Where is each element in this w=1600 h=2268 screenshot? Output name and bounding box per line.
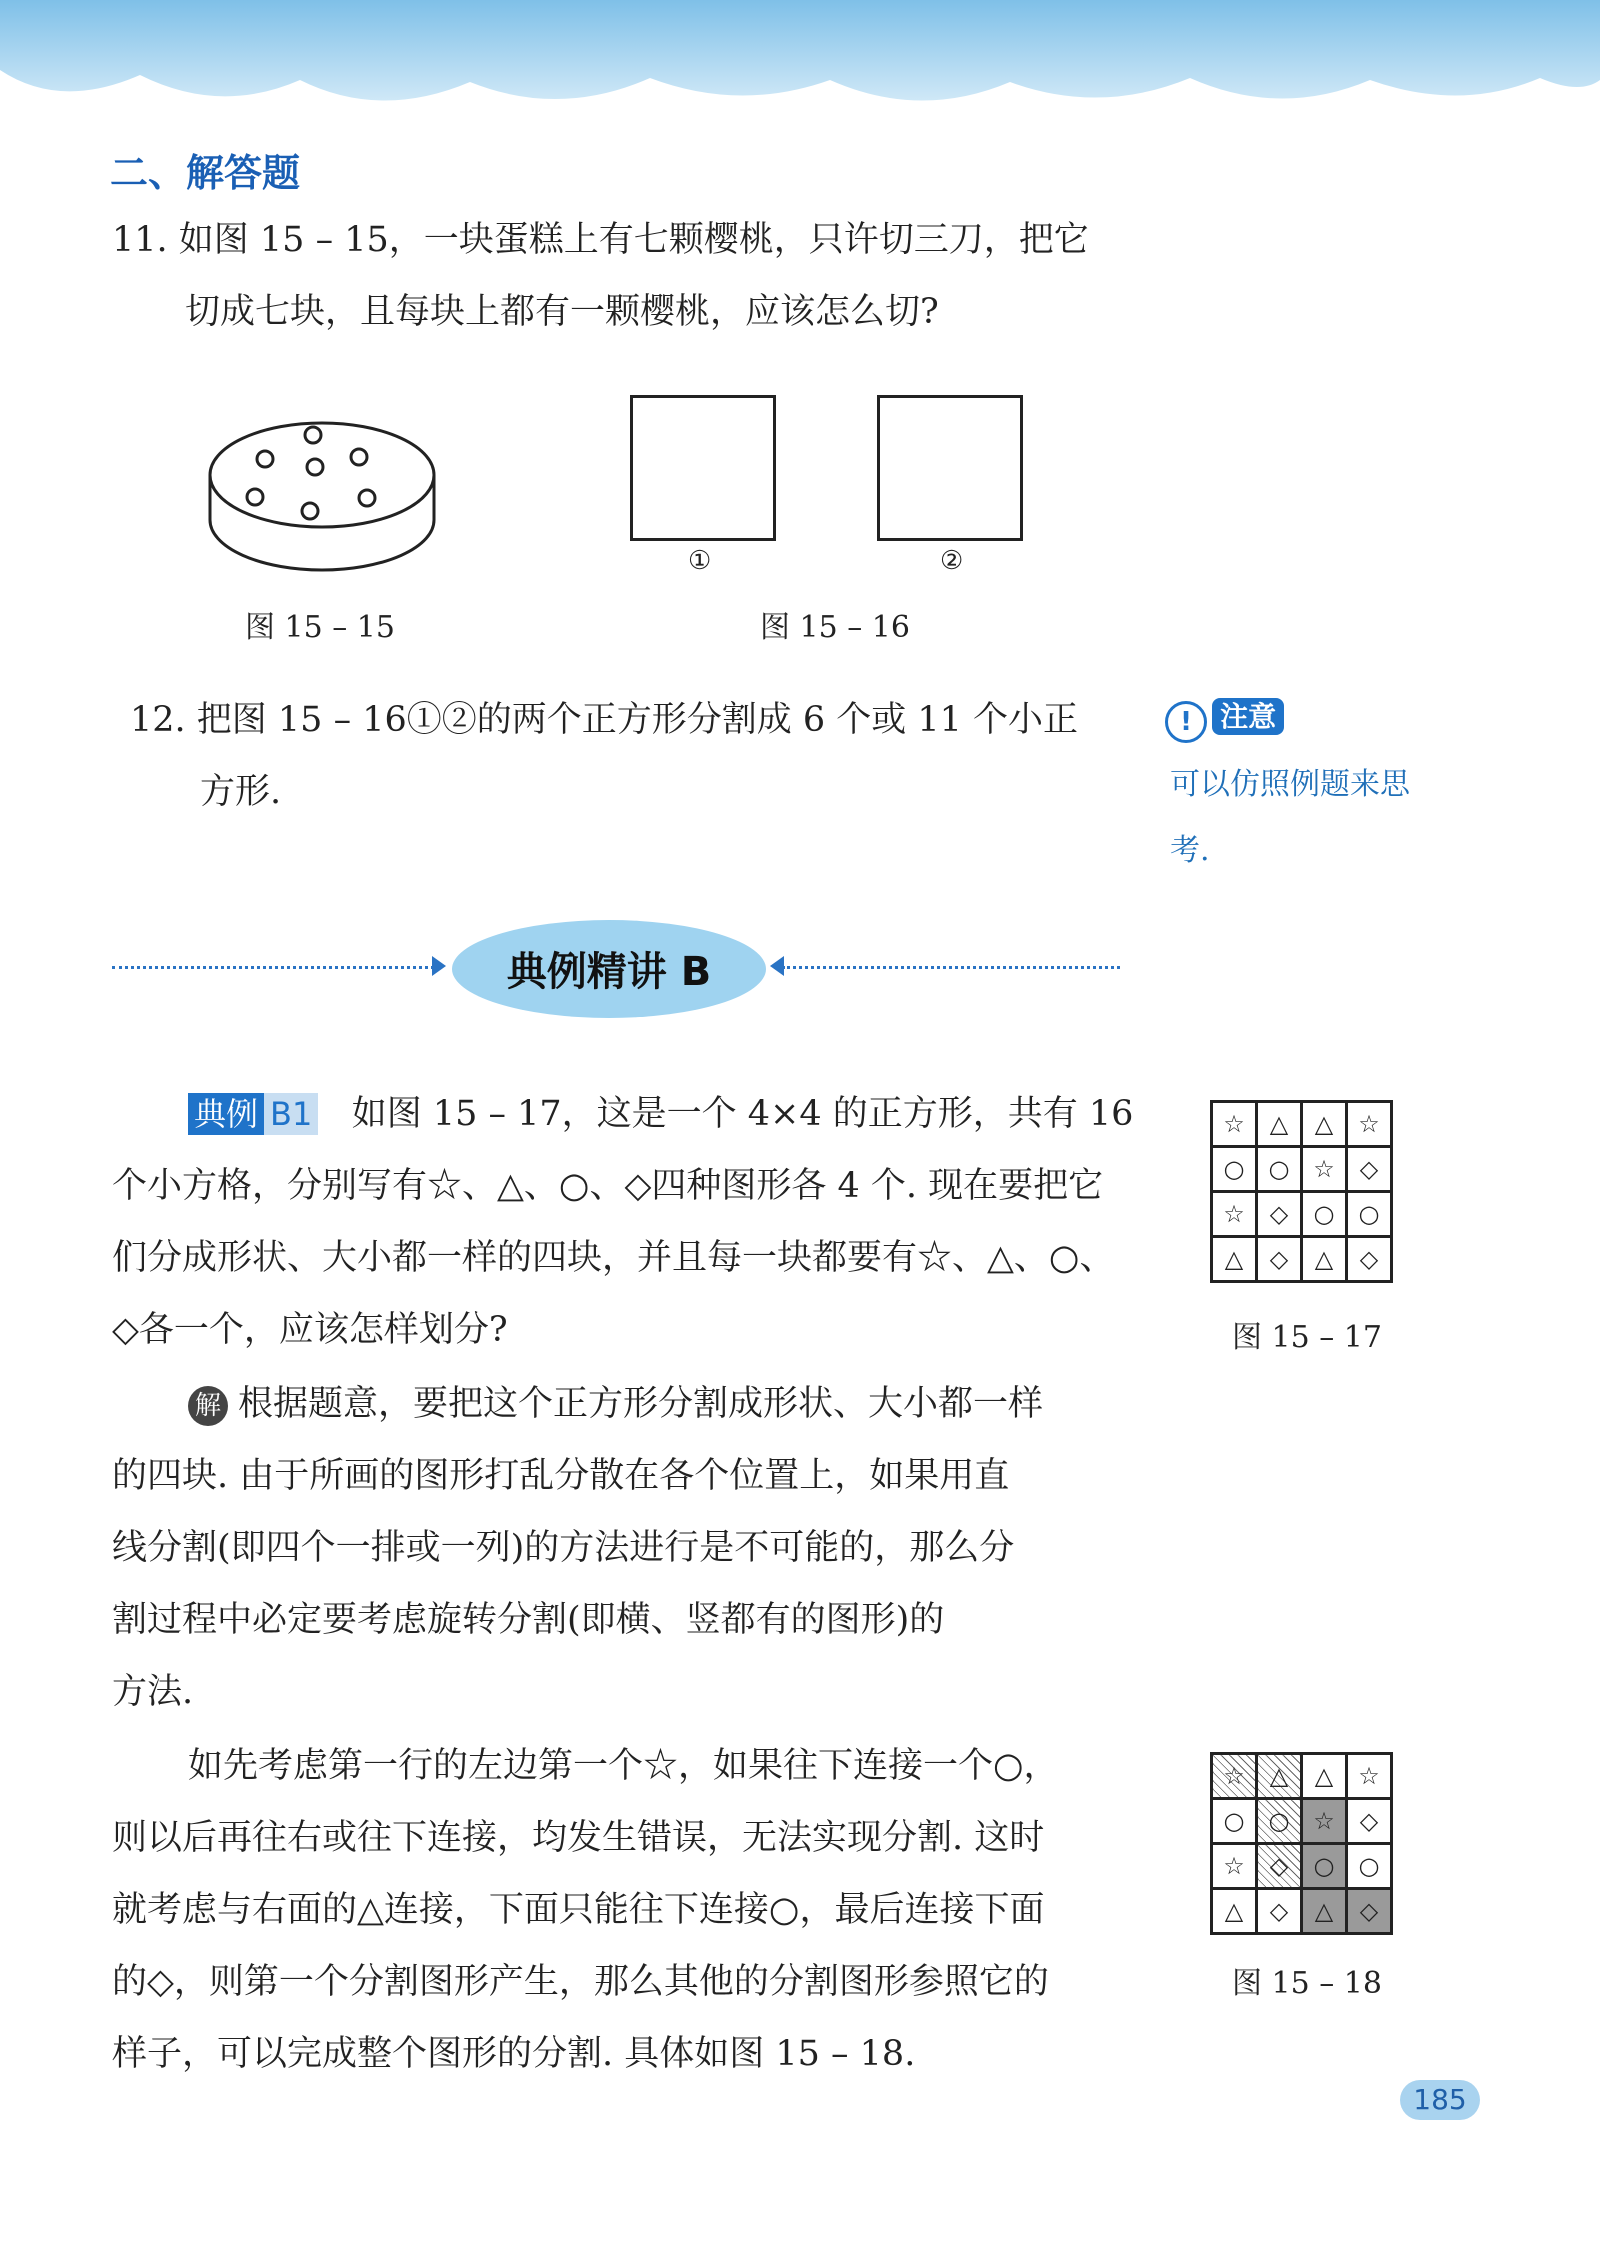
fig1518-caption: 图 15 – 18 <box>1232 1966 1382 2001</box>
grid-cell: ◇ <box>1347 1889 1392 1934</box>
example-line2: 个小方格，分别写有☆、△、○、◇四种图形各 4 个. 现在要把它 <box>112 1166 1104 1206</box>
grid-cell: △ <box>1212 1889 1257 1934</box>
grid-cell: ☆ <box>1212 1754 1257 1799</box>
example-number-tag: B1 <box>264 1093 318 1135</box>
example-line4: ◇各一个，应该怎样划分? <box>112 1310 508 1350</box>
square-1-label: ① <box>688 546 712 576</box>
q11-line2: 切成七块，且每块上都有一颗樱桃，应该怎么切? <box>185 292 939 332</box>
grid-cell: ☆ <box>1302 1799 1347 1844</box>
note-title: 注意 <box>1212 698 1284 735</box>
banner-right-divider <box>782 966 1120 969</box>
solution-line1 <box>188 1368 1043 1440</box>
banner-title: 典例精讲 B <box>506 949 712 995</box>
grid-cell: ☆ <box>1212 1192 1257 1237</box>
grid-cell: ○ <box>1212 1147 1257 1192</box>
q12-line1: 12. 把图 15 – 16①②的两个正方形分割成 6 个或 11 个小正 <box>130 700 1079 740</box>
arrow-left-icon <box>770 956 784 976</box>
grid-cell: ☆ <box>1212 1102 1257 1147</box>
solution-badge: 解 <box>188 1386 228 1426</box>
grid-cell: ◇ <box>1257 1192 1302 1237</box>
grid-cell: ◇ <box>1347 1799 1392 1844</box>
q11-line1: 11. 如图 15 – 15，一块蛋糕上有七颗樱桃，只许切三刀，把它 <box>112 220 1089 260</box>
example-line3: 们分成形状、大小都一样的四块，并且每一块都要有☆、△、○、 <box>112 1238 1115 1278</box>
grid-cell: ○ <box>1257 1147 1302 1192</box>
header-cloud-band <box>0 0 1600 150</box>
square-2 <box>877 395 1023 541</box>
grid-cell: ◇ <box>1257 1844 1302 1889</box>
grid-cell: △ <box>1302 1102 1347 1147</box>
solution-p2-line1: 如先考虑第一行的左边第一个☆，如果往下连接一个○， <box>188 1746 1059 1786</box>
fig1517-grid <box>1210 1100 1393 1283</box>
note-line2: 考. <box>1170 833 1210 868</box>
solution-p2-line2: 则以后再往右或往下连接，均发生错误，无法实现分割. 这时 <box>112 1818 1045 1858</box>
grid-cell: ◇ <box>1347 1147 1392 1192</box>
grid-cell: △ <box>1302 1889 1347 1934</box>
solution-line4: 割过程中必定要考虑旋转分割(即横、竖都有的图形)的 <box>112 1600 945 1640</box>
page-number: 185 <box>1400 2080 1480 2120</box>
grid-cell: ◇ <box>1347 1237 1392 1282</box>
grid-cell: △ <box>1257 1754 1302 1799</box>
example-tag: 典例 <box>188 1093 264 1135</box>
solution-line5: 方法. <box>112 1672 194 1712</box>
grid-cell: △ <box>1212 1237 1257 1282</box>
fig1516-caption: 图 15 – 16 <box>760 610 910 645</box>
cake-figure <box>205 415 440 575</box>
fig1518-grid <box>1210 1752 1393 1935</box>
grid-cell: ☆ <box>1212 1844 1257 1889</box>
grid-cell: ☆ <box>1347 1754 1392 1799</box>
solution-line2: 的四块. 由于所画的图形打乱分散在各个位置上，如果用直 <box>112 1456 1010 1496</box>
grid-cell: ○ <box>1212 1799 1257 1844</box>
q12-line2: 方形. <box>200 772 282 812</box>
exclamation-icon: ! <box>1165 701 1207 743</box>
grid-cell: ☆ <box>1347 1102 1392 1147</box>
solution-p2-line4: 的◇，则第一个分割图形产生，那么其他的分割图形参照它的 <box>112 1962 1049 2002</box>
grid-cell: ○ <box>1302 1192 1347 1237</box>
square-1 <box>630 395 776 541</box>
grid-cell: ◇ <box>1257 1237 1302 1282</box>
example-text-line1: 如图 15 – 17，这是一个 4×4 的正方形，共有 16 <box>351 1094 1134 1134</box>
grid-cell: ◇ <box>1257 1889 1302 1934</box>
grid-cell: ○ <box>1347 1844 1392 1889</box>
example-line1 <box>188 1078 1133 1150</box>
note-box <box>1165 695 1284 743</box>
grid-cell: ○ <box>1302 1844 1347 1889</box>
section-title: 二、解答题 <box>110 151 301 195</box>
solution-p2-line3: 就考虑与右面的△连接，下面只能往下连接○，最后连接下面 <box>112 1890 1045 1930</box>
banner-left-divider <box>112 966 434 969</box>
grid-cell: △ <box>1257 1102 1302 1147</box>
arrow-right-icon <box>432 956 446 976</box>
fig1515-caption: 图 15 – 15 <box>245 610 395 645</box>
solution-line3: 线分割(即四个一排或一列)的方法进行是不可能的，那么分 <box>112 1528 1015 1568</box>
fig1517-caption: 图 15 – 17 <box>1232 1320 1382 1355</box>
solution-p2-line5: 样子，可以完成整个图形的分割. 具体如图 15 – 18. <box>112 2034 916 2074</box>
grid-cell: △ <box>1302 1754 1347 1799</box>
grid-cell: ○ <box>1257 1799 1302 1844</box>
solution-text-line1: 根据题意，要把这个正方形分割成形状、大小都一样 <box>238 1384 1044 1424</box>
grid-cell: △ <box>1302 1237 1347 1282</box>
grid-cell: ○ <box>1347 1192 1392 1237</box>
square-2-label: ② <box>940 546 964 576</box>
note-line1: 可以仿照例题来思 <box>1170 767 1410 802</box>
grid-cell: ☆ <box>1302 1147 1347 1192</box>
